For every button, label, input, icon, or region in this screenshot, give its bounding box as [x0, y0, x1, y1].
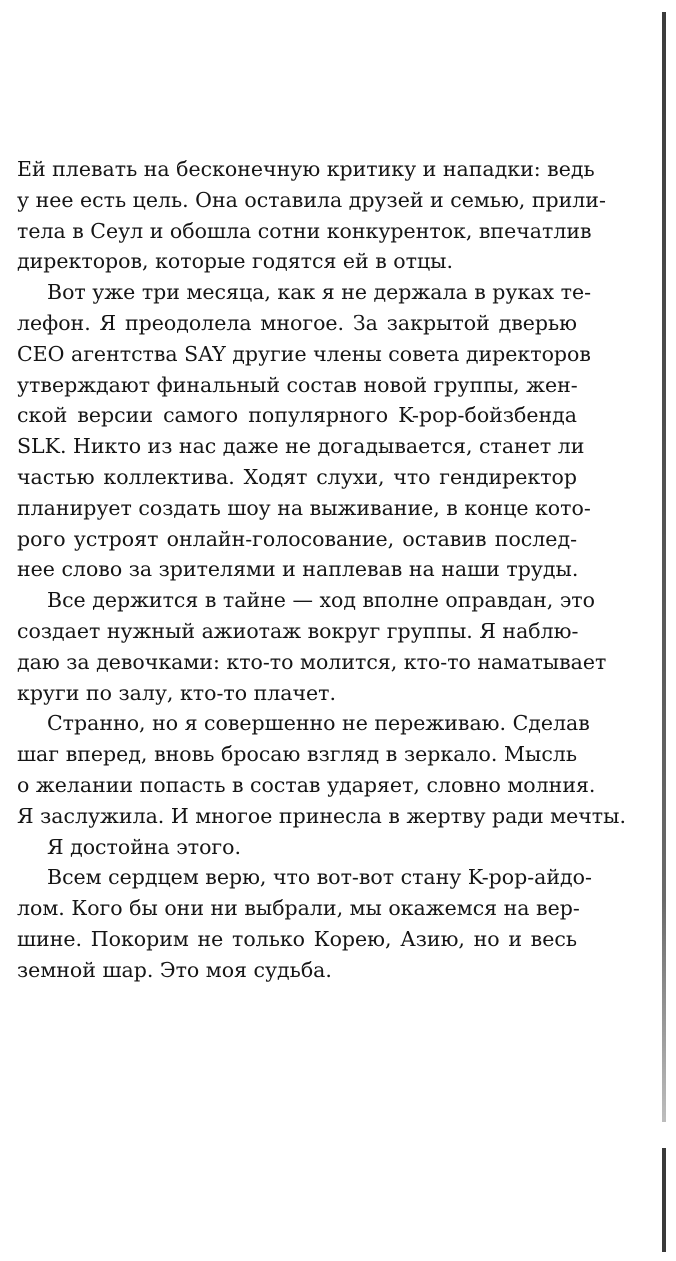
- text-line: Все держится в тайне — ход вполне оправдан, это: [47, 588, 595, 613]
- text-line: о желании попасть в состав ударяет, словно молния.: [17, 772, 596, 797]
- text-line: нее слово за зрителями и наплевав на наши труды.: [17, 557, 579, 582]
- text-line: директоров, которые годятся ей в отцы.: [17, 249, 453, 274]
- text-line: ской версии самого популярного K-pop-бойзбенда: [17, 403, 577, 428]
- page-edge-shadow: [662, 12, 666, 1122]
- text-line: у нее есть цель. Она оставила друзей и семью, прили-: [17, 187, 606, 212]
- text-line: шине. Покорим не только Корею, Азию, но и весь: [17, 926, 577, 951]
- text-line: шаг вперед, вновь бросаю взгляд в зеркало. Мысль: [17, 742, 577, 767]
- page-edge-shadow-bottom: [662, 1148, 666, 1252]
- text-line: Я заслужила. И многое принесла в жертву ради мечты.: [17, 803, 626, 828]
- text-line: лефон. Я преодолела многое. За закрытой дверью: [17, 310, 577, 335]
- text-line: Всем сердцем верю, что вот-вот стану K-pop-айдо-: [47, 865, 592, 890]
- text-line: SLK. Никто из нас даже не догадывается, станет ли: [17, 434, 585, 459]
- text-line: земной шар. Это моя судьба.: [17, 957, 332, 982]
- text-line: планирует создать шоу на выживание, в конце кото-: [17, 495, 591, 520]
- text-line: лом. Кого бы они ни выбрали, мы окажемся на вер-: [17, 896, 580, 921]
- text-line: тела в Сеул и обошла сотни конкуренток, впечатлив: [17, 218, 592, 243]
- text-line: Странно, но я совершенно не переживаю. Сделав: [47, 711, 590, 736]
- text-line: даю за девочками: кто-то молится, кто-то наматывает: [17, 649, 607, 674]
- text-line: частью коллектива. Ходят слухи, что гендиректор: [17, 464, 577, 489]
- text-line: рого устроят онлайн-голосование, оставив послед-: [17, 526, 577, 551]
- text-line: CEO агентства SAY другие члены совета директоров: [17, 341, 591, 366]
- text-line: создает нужный ажиотаж вокруг группы. Я наблю-: [17, 618, 579, 643]
- text-line: утверждают финальный состав новой группы, жен-: [17, 372, 578, 397]
- text-line: Ей плевать на бесконечную критику и нападки: ведь: [17, 157, 595, 181]
- text-line: круги по залу, кто-то плачет.: [17, 680, 337, 705]
- text-line: Вот уже три месяца, как я не держала в руках те-: [47, 280, 592, 305]
- text-line: Я достойна этого.: [47, 834, 242, 859]
- body-text: [17, 154, 626, 986]
